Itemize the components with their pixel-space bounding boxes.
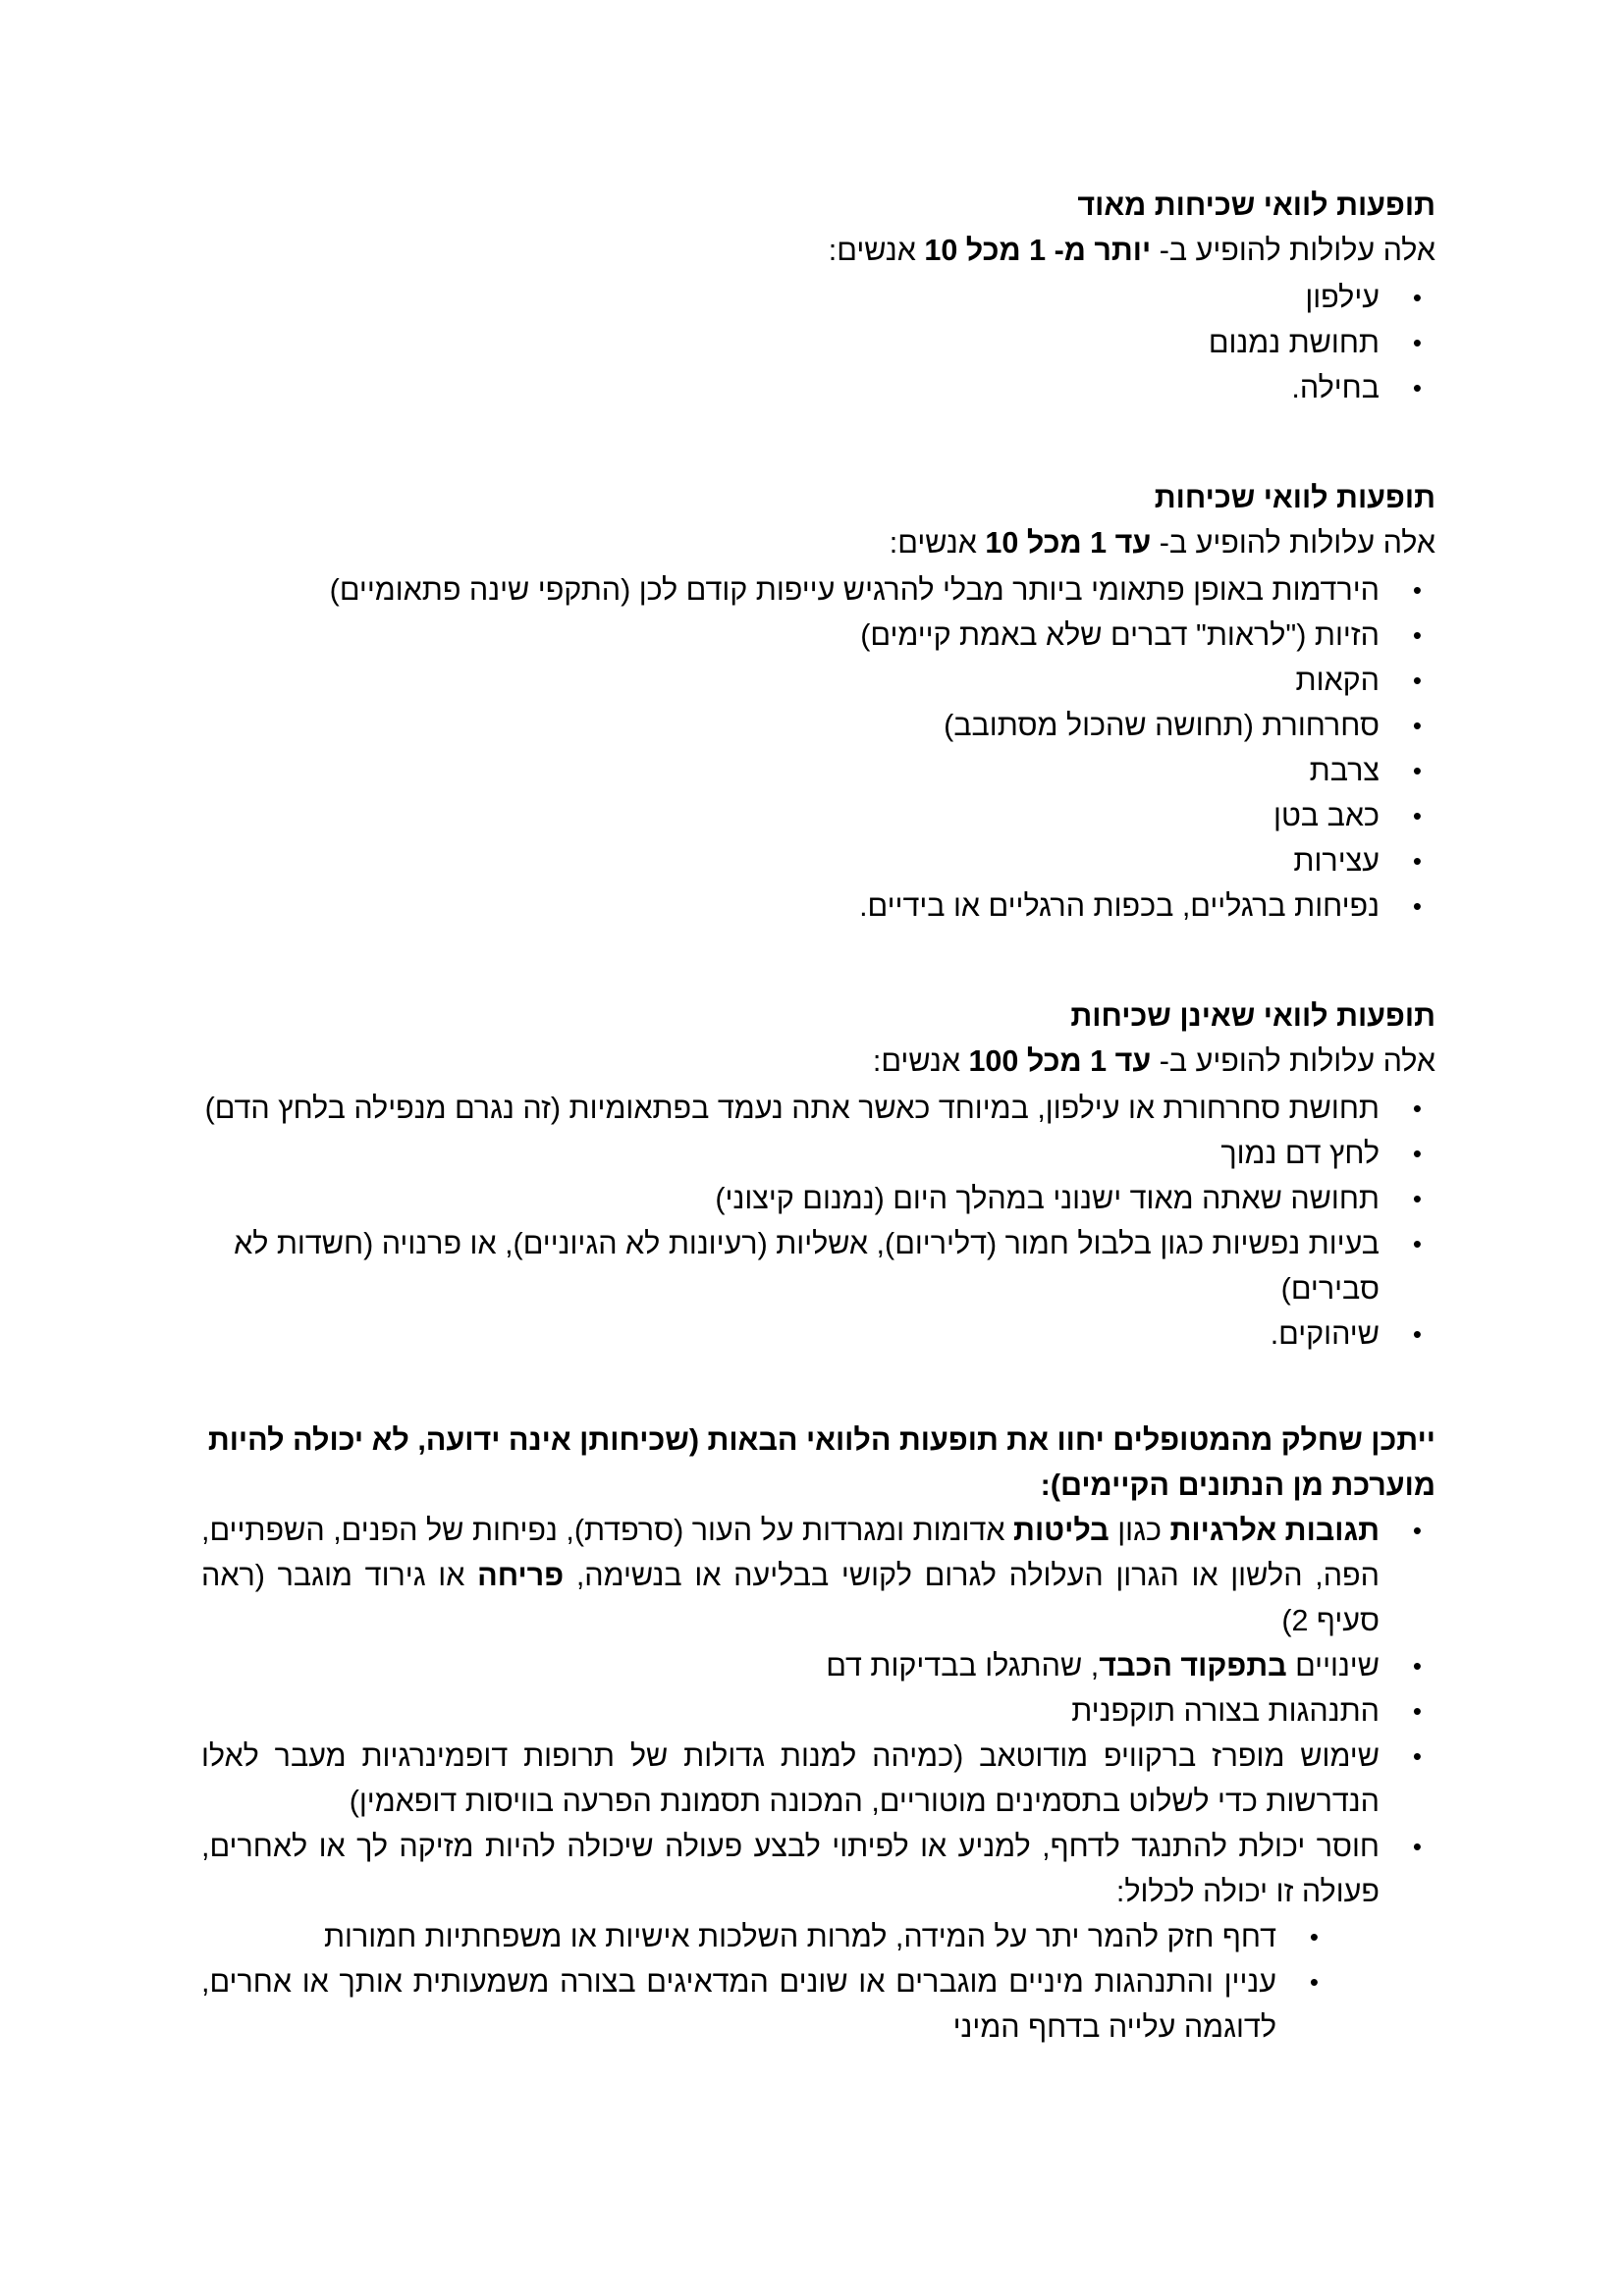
list-item: • נפיחות ברגליים, בכפות הרגליים או בידיים.	[201, 883, 1435, 929]
list-item: • התנהגות בצורה תוקפנית	[201, 1688, 1435, 1734]
sub-list-item: • דחף חזק להמר יתר על המידה, למרות השלכות אישיות או משפחתיות חמורות	[201, 1914, 1380, 1959]
bold-term: בתפקוד הכבד	[1099, 1649, 1287, 1682]
intro-text: אלה עלולות להופיע ב-	[1151, 526, 1435, 560]
section-intro	[201, 520, 1435, 565]
intro-frequency: עד 1 מכל 10	[985, 526, 1152, 560]
intro-text: אלה עלולות להופיע ב-	[1151, 1044, 1435, 1078]
list-item: • לחץ דם נמוך	[201, 1131, 1435, 1176]
side-effect-list	[201, 1086, 1435, 1357]
item-text: אדומות ומגרדות על העור (סרפדת), נפיחות של הפנים, השפתיים, הפה, הלשון או הגרון העלולה לגרום לקושי בבליעה או בנשימה,	[201, 1514, 1380, 1592]
item-text: או גירוד מוגבר (ראה סעיף 2)	[201, 1559, 1380, 1637]
section-intro	[201, 228, 1435, 273]
side-effect-list	[201, 1508, 1435, 2050]
intro-text: אלה עלולות להופיע ב-	[1151, 234, 1435, 267]
list-item: • תחושת סחרחורת או עילפון, במיוחד כאשר אתה נעמד בפתאומיות (זה נגרם מנפילה בלחץ הדם)	[201, 1086, 1435, 1131]
list-item: • סחרחורת (תחושה שהכול מסתובב)	[201, 703, 1435, 748]
list-item: • הירדמות באופן פתאומי ביותר מבלי להרגיש עייפות קודם לכן (התקפי שינה פתאומיים)	[201, 567, 1435, 613]
list-item	[201, 1508, 1435, 1643]
item-text: שינויים	[1286, 1649, 1380, 1682]
section-unknown-frequency	[201, 1417, 1435, 2050]
section-very-common	[201, 183, 1435, 410]
intro-frequency: עד 1 מכל 100	[968, 1044, 1152, 1078]
section-uncommon	[201, 993, 1435, 1357]
list-item	[201, 1824, 1435, 2050]
section-heading: תופעות לוואי שאינן שכיחות	[1070, 999, 1435, 1033]
list-item: • בחילה.	[201, 365, 1435, 410]
list-item: • עילפון	[201, 275, 1435, 320]
list-item: • שימוש מופרז ברקוויפ מודוטאב (כמיהה למנות גדולות של תרופות דופמינרגיות מעבר לאלו הנדרשות כדי לשלוט בתסמינים מוטוריים, המכונה תסמונת הפרעה בוויסות דופאמין)	[201, 1734, 1435, 1824]
item-text: , שהתגלו בבדיקות דם	[826, 1649, 1100, 1682]
list-item: • הזיות ("לראות" דברים שלא באמת קיימים)	[201, 613, 1435, 658]
intro-frequency: יותר מ- 1 מכל 10	[924, 234, 1152, 267]
side-effect-list	[201, 275, 1435, 410]
bold-term: בליטות	[1013, 1514, 1110, 1547]
list-item: • הקאות	[201, 658, 1435, 703]
side-effect-list	[201, 567, 1435, 929]
section-heading: תופעות לוואי שכיחות	[1154, 481, 1435, 514]
intro-text: אנשים:	[872, 1044, 969, 1078]
list-item: • תחושה שאתה מאוד ישנוני במהלך היום (נמנום קיצוני)	[201, 1176, 1435, 1221]
list-item: • תחושת נמנום	[201, 320, 1435, 365]
intro-text: אנשים:	[889, 526, 986, 560]
intro-text: אנשים:	[828, 234, 925, 267]
list-item: • בעיות נפשיות כגון בלבול חמור (דליריום), אשליות (רעיונות לא הגיוניים), או פרנויה (חשדות לא סבירים)	[201, 1221, 1435, 1311]
section-common	[201, 475, 1435, 929]
sub-list	[201, 1914, 1380, 2050]
list-item: • עצירות	[201, 838, 1435, 883]
section-heading: ייתכן שחלק מהמטופלים יחוו את תופעות הלוואי הבאות (שכיחותן אינה ידועה, לא יכולה להיות מוערכת מן הנתונים הקיימים):	[207, 1423, 1435, 1502]
list-item	[201, 1643, 1435, 1688]
list-item: • שיהוקים.	[201, 1311, 1435, 1357]
list-item: • צרבת	[201, 748, 1435, 793]
list-item: • כאב בטן	[201, 793, 1435, 838]
section-heading: תופעות לוואי שכיחות מאוד	[1077, 188, 1435, 222]
item-text: חוסר יכולת להתנגד לדחף, למניע או לפיתוי לבצע פעולה שיכולה להיות מזיקה לך או לאחרים, פעולה זו יכולה לכלול:	[201, 1830, 1380, 1908]
section-intro	[201, 1039, 1435, 1084]
document-page	[201, 183, 1435, 2114]
bold-term: פריחה	[477, 1559, 565, 1592]
sub-list-item: • עניין והתנהגות מיניים מוגברים או שונים המדאיגים בצורה משמעותית אותך או אחרים, לדוגמה עלייה בדחף המיני	[201, 1959, 1380, 2050]
bold-term: תגובות אלרגיות	[1169, 1514, 1380, 1547]
item-text: כגון	[1109, 1514, 1170, 1547]
